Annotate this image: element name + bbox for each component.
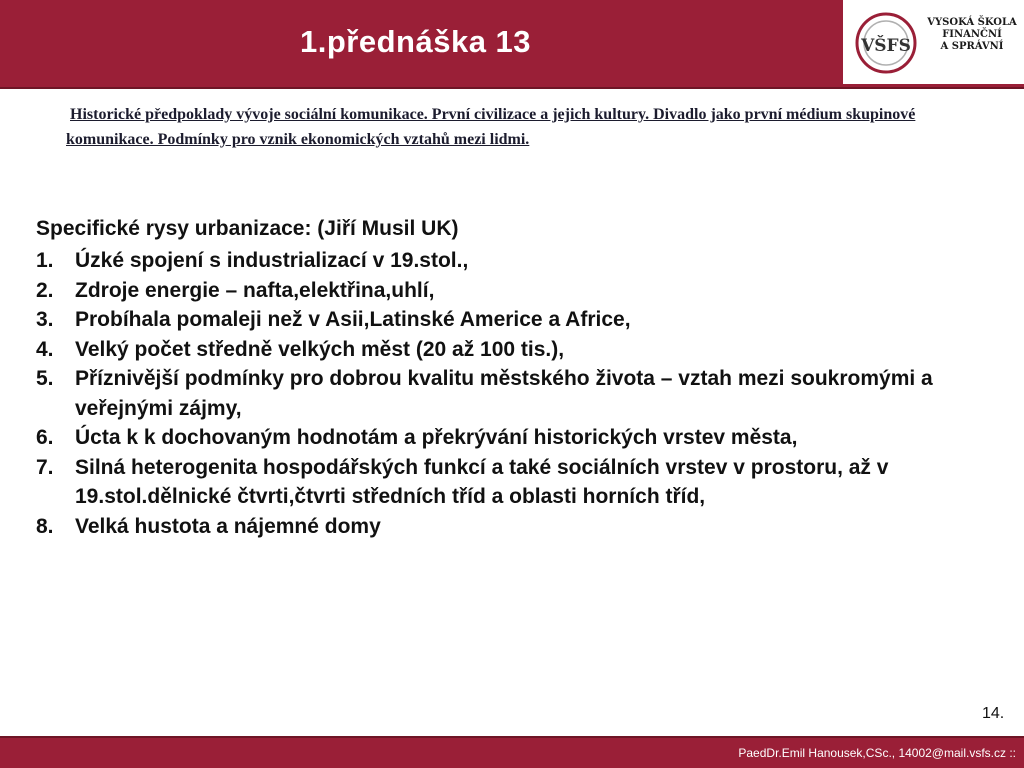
list-item-number: 2.: [36, 278, 54, 302]
list-item-number: 7.: [36, 455, 54, 479]
list-item: [36, 276, 986, 306]
footer-contact: PaedDr.Emil Hanousek,CSc., 14002@mail.vsfs.cz ::: [738, 746, 1016, 760]
list-item-number: 1.: [36, 249, 54, 272]
list-item-text: Velký počet středně velkých měst (20 až 100 tis.),: [75, 337, 565, 361]
list-item: [36, 512, 986, 542]
list-item: [36, 364, 986, 423]
main-content: [36, 214, 986, 541]
list-item: [36, 453, 986, 512]
list-item-number: 3.: [36, 308, 54, 331]
school-logo: [843, 0, 1024, 84]
list-item-text: Úcta k k dochovaným hodnotám a překrývání historických vrstev města,: [75, 426, 798, 449]
list-item-text: Úzké spojení s industrializací v 19.stol.,: [75, 249, 469, 272]
logo-line-2: FINANČNÍ: [942, 29, 1002, 40]
urbanization-list: [36, 246, 986, 541]
list-item: [36, 305, 986, 335]
list-item-number: 4.: [36, 337, 54, 361]
lecture-subtitle: [66, 102, 986, 152]
vsfs-logo-icon: [853, 10, 919, 76]
list-item-number: 6.: [36, 426, 54, 449]
logo-line-1: VYSOKÁ ŠKOLA: [927, 17, 1017, 28]
list-item-text: Velká hustota a nájemné domy: [75, 514, 381, 538]
lecture-subtitle-text: Historické předpoklady vývoje sociální komunikace. První civilizace a jejich kultury. Divadlo jako první médium skupinové komunikace. Podmínky pro vznik ekonomických vztahů mezi lidmi.: [66, 106, 916, 148]
logo-mark-text: VŠFS: [861, 36, 911, 56]
logo-text: [923, 17, 1021, 53]
header-divider: [0, 87, 1024, 89]
logo-line-3: A SPRÁVNÍ: [940, 41, 1004, 52]
list-item-number: 5.: [36, 367, 54, 390]
footer-bar: [0, 738, 1024, 768]
header-bar: [0, 0, 1024, 87]
list-item-text: Probíhala pomaleji než v Asii,Latinské Americe a Africe,: [75, 308, 631, 331]
list-item-number: 8.: [36, 514, 54, 538]
list-item-text: Silná heterogenita hospodářských funkcí a také sociálních vrstev v prostoru, až v 19.stol.dělnické čtvrti,čtvrti středních tříd a oblasti horních tříd,: [75, 455, 889, 508]
list-item: [36, 335, 986, 365]
list-item: [36, 423, 986, 453]
slide-title: 1.přednáška 13: [300, 24, 532, 59]
page-number: 14.: [982, 705, 1005, 722]
list-item-text: Zdroje energie – nafta,elektřina,uhlí,: [75, 278, 435, 302]
list-item: [36, 246, 986, 276]
list-item-text: Příznivější podmínky pro dobrou kvalitu městského života – vztah mezi soukromými a veřejnými zájmy,: [75, 367, 933, 420]
content-heading: Specifické rysy urbanizace: (Jiří Musil UK): [36, 217, 459, 240]
